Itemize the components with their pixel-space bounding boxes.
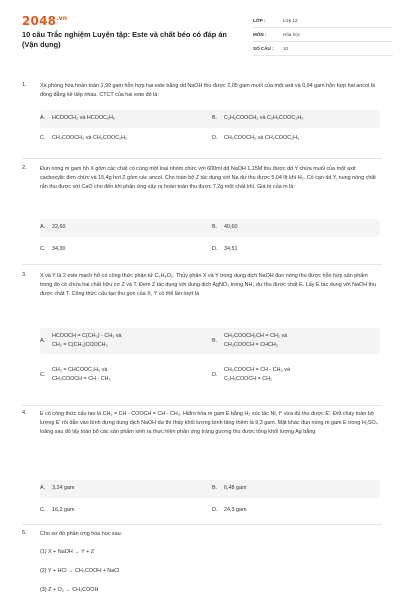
- option-line-1: CH₂ = CHCOOC₂H₅ và: [52, 367, 108, 373]
- option-label: B.: [212, 338, 218, 344]
- option-b[interactable]: [212, 223, 238, 232]
- option-text: 24,3 gam: [224, 507, 247, 513]
- meta-table: [253, 14, 393, 56]
- option-label: C.: [40, 135, 46, 141]
- option-c[interactable]: [40, 245, 66, 254]
- option-a[interactable]: [40, 114, 115, 123]
- divider: [22, 524, 382, 525]
- option-label: B.: [212, 224, 218, 230]
- option-label: D.: [212, 372, 218, 378]
- option-text: HCOOCH₃ và HCOOC₂H₅: [52, 115, 116, 121]
- meta-key: LỚP :: [253, 18, 266, 23]
- meta-row-subject: [253, 28, 393, 42]
- option-line-2: C₂H₅COOCH = CH₂: [224, 376, 273, 382]
- reaction-step-1: (1) X + NaOH → Y + Z: [40, 549, 95, 555]
- option-label: A.: [40, 338, 46, 344]
- option-label: A.: [40, 485, 46, 491]
- option-a[interactable]: [40, 484, 74, 493]
- option-row-bg: [40, 219, 380, 237]
- option-label: B.: [212, 485, 218, 491]
- divider: [22, 158, 382, 159]
- logo-text: 2048: [22, 14, 57, 28]
- option-text: 6,48 gam: [224, 485, 247, 491]
- option-d[interactable]: [212, 506, 246, 515]
- option-text: 40,60: [224, 224, 238, 230]
- option-b[interactable]: [212, 332, 287, 350]
- meta-row-grade: [253, 14, 393, 28]
- option-c[interactable]: [40, 366, 111, 384]
- meta-key: MÔN :: [253, 32, 267, 37]
- option-label: C.: [40, 246, 46, 252]
- question-number: 3.: [22, 272, 27, 278]
- question-number: 2.: [22, 165, 27, 171]
- option-label: A.: [40, 115, 46, 121]
- option-b[interactable]: [212, 114, 303, 123]
- option-line-1: CH₃COOCH = CH - CH₃ và: [224, 367, 290, 373]
- option-line-2: CH₃COOCH = CH - CH₃: [52, 376, 111, 382]
- question-1: [22, 82, 382, 152]
- option-d[interactable]: [212, 134, 299, 143]
- option-c[interactable]: [40, 506, 74, 515]
- option-line-1: CH₃COOCH₂CH = CH₂ và: [224, 333, 288, 339]
- option-label: D.: [212, 507, 218, 513]
- document-header: [0, 0, 400, 62]
- option-row-bg: [40, 480, 380, 498]
- option-d[interactable]: [212, 245, 238, 254]
- option-line-2: CH₃COOCH = CHCH₃: [224, 342, 278, 348]
- question-text: Xà phòng hóa hoàn toàn 1,99 gam hỗn hợp hai este bằng dd NaOH thu được 2,05 gam muối của một axit và 0,94 gam hỗn hợp hai ancol là đồng đẳng kế tiếp nhau. CTCT của hai este đó là:: [40, 83, 375, 98]
- option-text: CH₃COOCH₃ và CH₃COOC₂H₅: [224, 135, 300, 141]
- option-label: C.: [40, 507, 46, 513]
- reaction-step-2: (2) Y + HCl → CH₃COOH + NaCl: [40, 568, 120, 574]
- option-line-2: CH₂ = C(CH₃)COOCH₃: [52, 342, 108, 348]
- question-number: 5.: [22, 530, 27, 536]
- question-text: Đun nóng m gam hh X gồm các chất có cùng một loại nhóm chức với 600ml dd NaOH 1,15M thu được dd Y chứa muối của một axit cacboxylic đơn chức và 15,4g hơi Z gồm các ancol. Cho toàn bộ Z tác dụng với Na dư thu được 5,04 lít khí H₂. Cô cạn dd Y, nung nóng chất rắn thu được với CaO cho đến khi phản ứng xảy ra hoàn toàn thu được 7,2g một chất khí. Giá trị của m là:: [40, 166, 376, 190]
- option-text: 3,24 gam: [52, 485, 75, 491]
- option-label: D.: [212, 246, 218, 252]
- meta-value: Hóa học: [283, 32, 301, 37]
- meta-key: SỐ CÂU :: [253, 46, 274, 51]
- option-label: C.: [40, 372, 46, 378]
- option-c[interactable]: [40, 134, 127, 143]
- question-5: [22, 530, 382, 598]
- question-text: E có công thức cấu tạo là CH₂ = CH - COOCH = CH - CH₃. Hiđro hóa m gam E bằng H₂ xúc tác Ni, t° vừa đủ thu được E'. Đốt cháy toàn bộ lượng E' rồi dẫn vào bình đựng dung dịch NaOH dư thì thấy khối lượng bình tăng thêm là 9,3 gam. Mặt khác đun nóng m gam E trong H₂SO₄ loãng sau đó lấy toàn bộ các sản phẩm sinh ra thực hiện phản ứng tráng gương thu được tổng khối lượng Ag bằng: [40, 411, 378, 435]
- question-text: Cho sơ đồ phản ứng hóa học sau:: [40, 531, 123, 537]
- question-4: [22, 410, 382, 520]
- logo-suffix: .vn: [56, 15, 68, 22]
- option-text: 22,60: [52, 224, 66, 230]
- question-number: 4.: [22, 410, 27, 416]
- site-logo[interactable]: [22, 14, 67, 28]
- meta-row-count: [253, 42, 393, 56]
- meta-value: Lớp 12: [283, 18, 298, 23]
- divider: [22, 405, 382, 406]
- reaction-step-3: (3) Z + O₂ → CH₃COOH: [40, 587, 99, 593]
- option-text: 34,51: [224, 246, 238, 252]
- question-2: [22, 165, 382, 257]
- option-label: A.: [40, 224, 46, 230]
- divider: [22, 264, 382, 265]
- option-a[interactable]: [40, 332, 122, 350]
- option-label: B.: [212, 115, 218, 121]
- option-d[interactable]: [212, 366, 290, 384]
- page-title: 10 câu Trắc nghiệm Luyện tập: Este và chất béo có đáp án (Vận dụng): [22, 30, 227, 49]
- meta-value: 10: [283, 46, 289, 51]
- option-text: 16,2 gam: [52, 507, 75, 513]
- question-number: 1.: [22, 82, 27, 88]
- question-3: [22, 272, 382, 400]
- option-text: CH₃COOCH₃ và CH₃COOC₂H₅: [52, 135, 128, 141]
- question-text: X và Y là 2 este mạch hở có công thức phân tử C₅H₈O₂. Thủy phân X và Y trong dung dịch NaOH đun nóng thu được hỗn hợp sản phẩm trong đó có chứa hai chất hữu cơ Z và T. Đem Z tác dụng với dung dịch AgNO₃ trong NH₃ dư thu được chất E. Lấy E tác dụng với NaOH thu được chất T. Công thức cấu tạo thu gọn của X, Y có thể lần lượt là: [40, 273, 377, 297]
- option-label: D.: [212, 135, 218, 141]
- option-text: 34,30: [52, 246, 66, 252]
- option-text: C₂H₅COOCH₃ và C₂H₅COOC₂H₅: [224, 115, 304, 121]
- option-a[interactable]: [40, 223, 66, 232]
- option-line-1: HCOOCH = C(CH₃) - CH₃ và: [52, 333, 122, 339]
- option-b[interactable]: [212, 484, 246, 493]
